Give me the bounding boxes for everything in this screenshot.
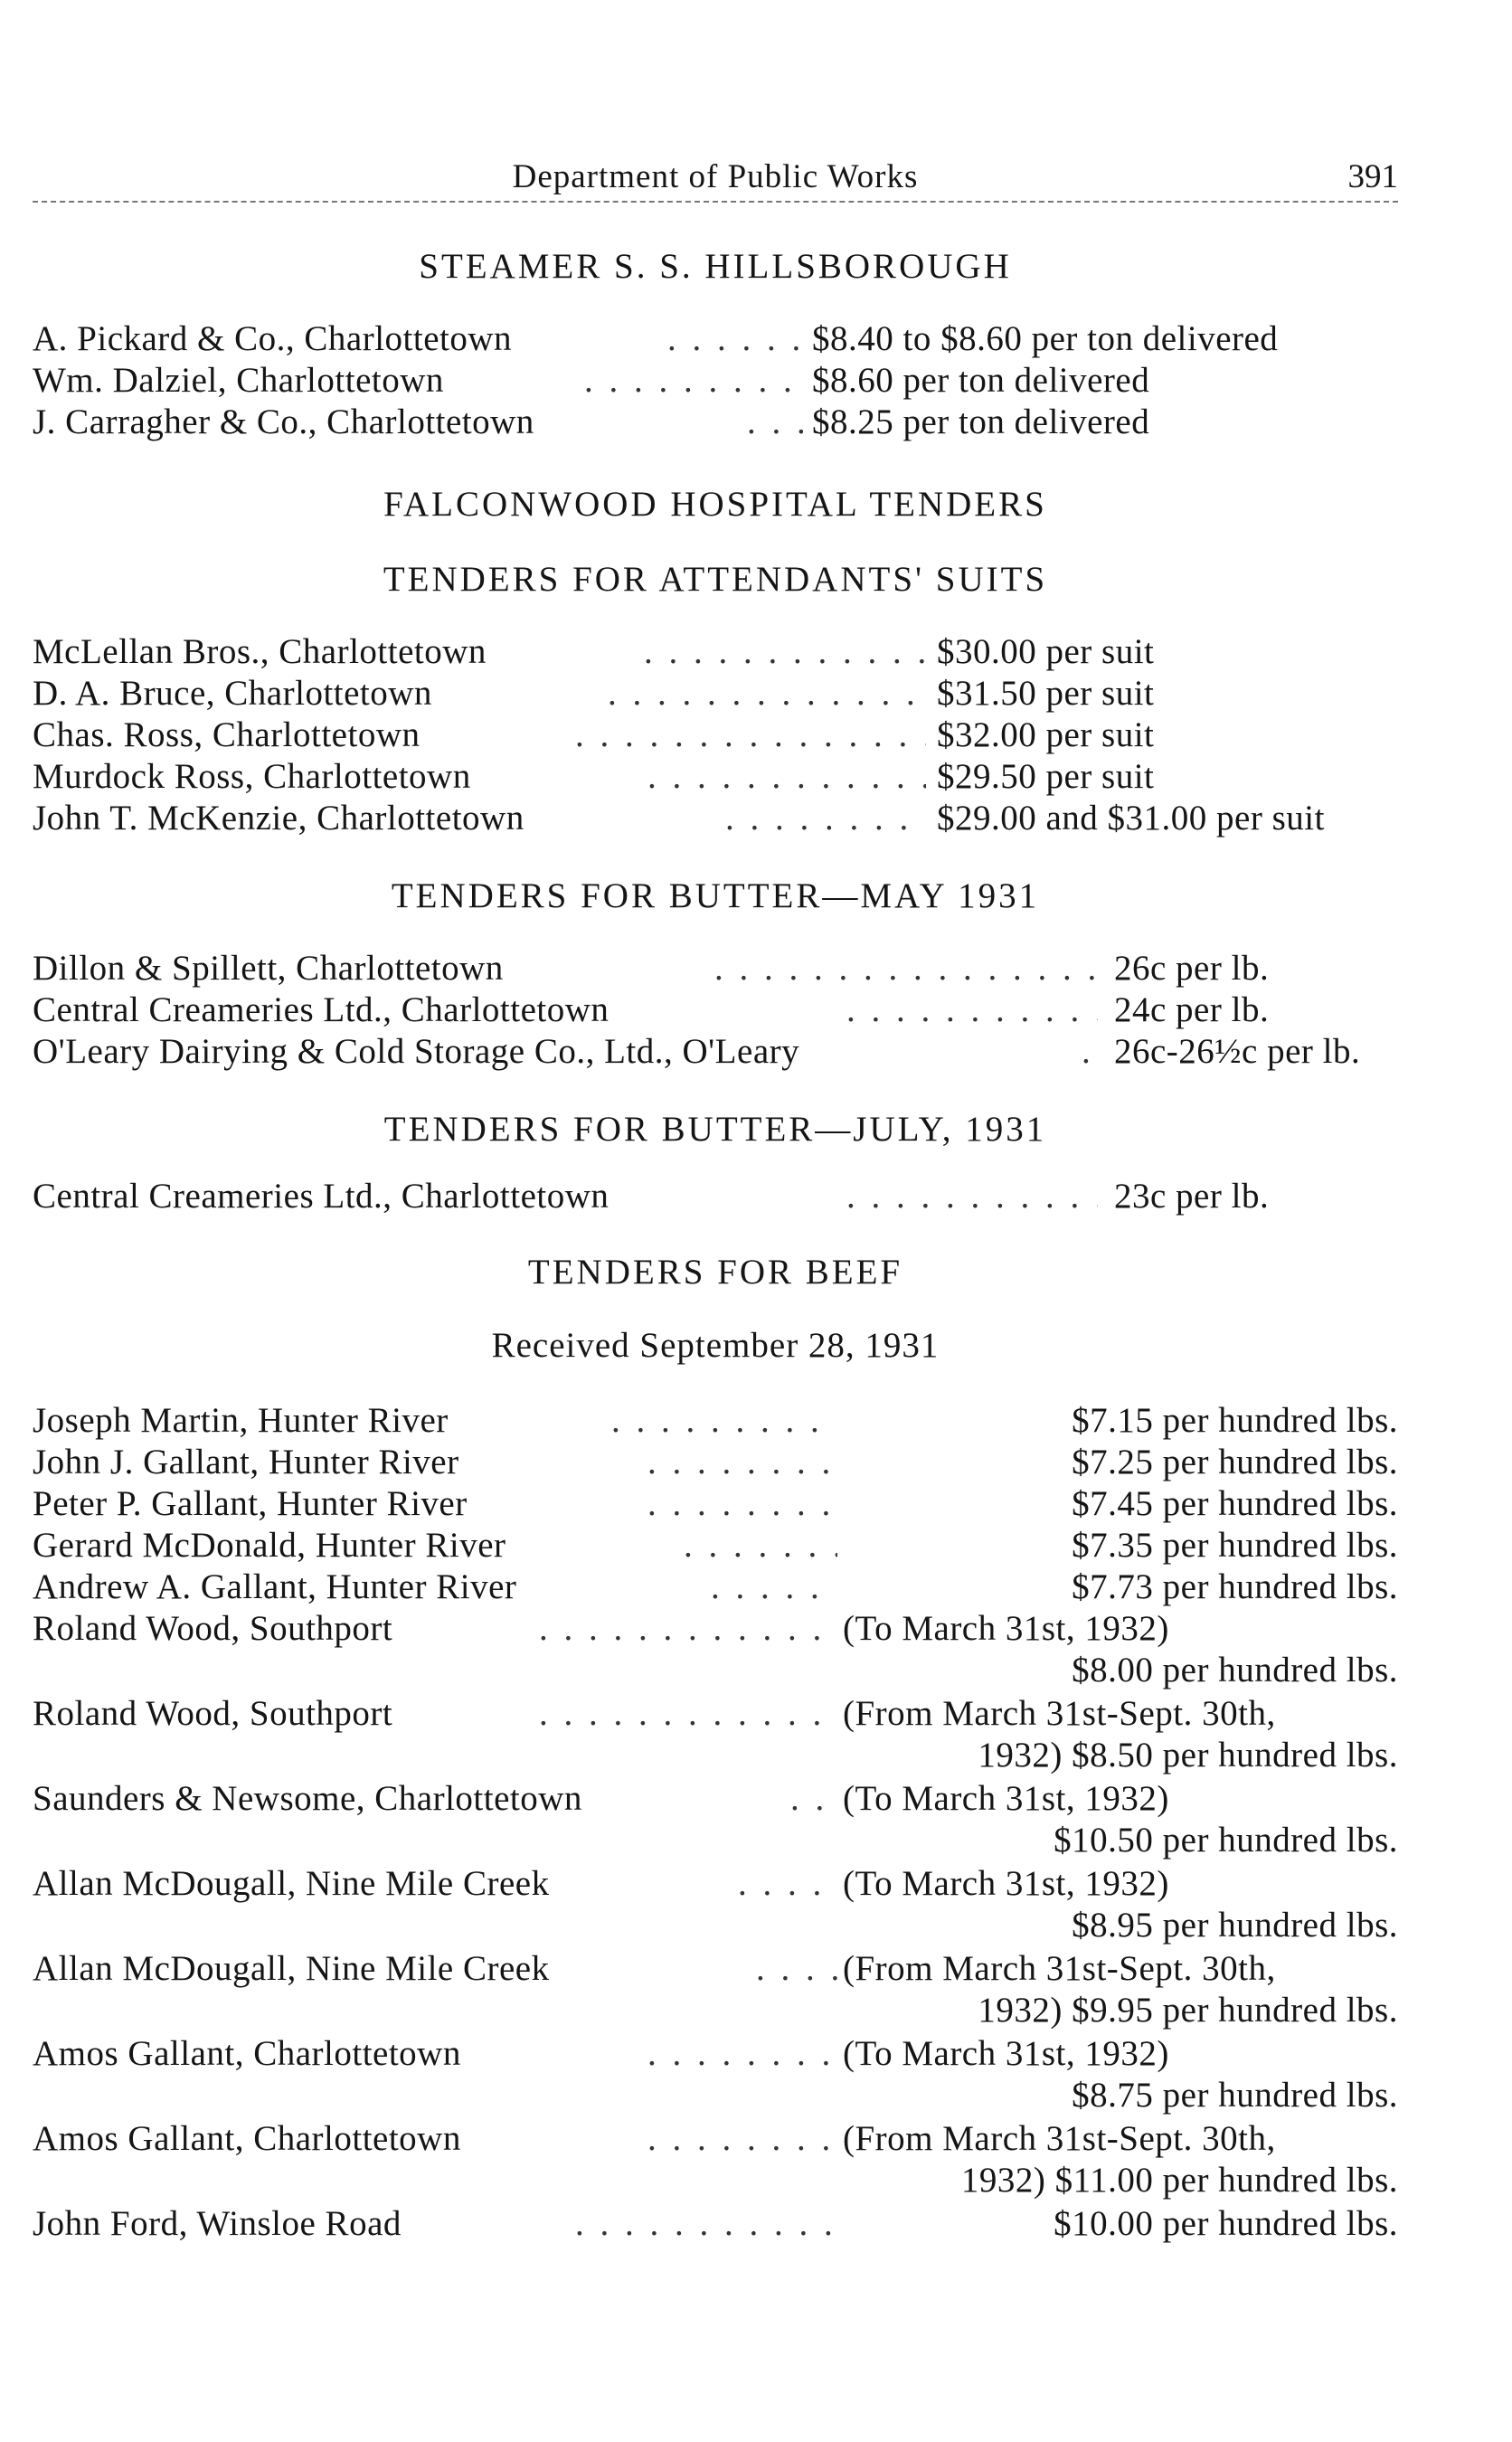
tender-price: $10.00 per hundred lbs.	[1054, 2204, 1398, 2243]
header-rule	[33, 201, 1398, 203]
leader-dots	[725, 798, 926, 839]
tender-price-continued: 1932) $9.95 per hundred lbs.	[978, 1991, 1398, 2030]
tender-row	[33, 1778, 1398, 1820]
leader-dots	[846, 989, 1098, 1031]
tender-row	[33, 318, 1367, 360]
tender-price: (From March 31st-Sept. 30th,	[843, 1694, 1276, 1733]
tender-row	[33, 1693, 1398, 1735]
tender-price: 26c per lb.	[1114, 949, 1270, 988]
leader-dots	[644, 631, 926, 673]
leader-dots	[1082, 1031, 1103, 1073]
tender-price: (From March 31st-Sept. 30th,	[843, 2119, 1276, 2158]
tender-name: Allan McDougall, Nine Mile Creek	[33, 1864, 550, 1903]
tender-name: Amos Gallant, Charlottetown	[33, 2119, 461, 2158]
leader-dots	[647, 1483, 837, 1525]
tender-row	[33, 673, 1398, 715]
tender-row	[33, 1176, 1389, 1217]
leader-dots	[539, 1693, 837, 1735]
tender-row	[33, 1442, 1398, 1483]
tender-name: D. A. Bruce, Charlottetown	[33, 674, 432, 713]
tender-price: (To March 31st, 1932)	[843, 2034, 1169, 2073]
tender-row	[33, 360, 1367, 402]
tender-row	[33, 2033, 1398, 2075]
tender-name: Peter P. Gallant, Hunter River	[33, 1484, 468, 1523]
tender-name: Wm. Dalziel, Charlottetown	[33, 361, 444, 400]
running-head	[33, 152, 1398, 206]
tender-name: Allan McDougall, Nine Mile Creek	[33, 1949, 550, 1988]
tender-price: $8.60 per ton delivered	[812, 361, 1150, 400]
leader-dots	[790, 1778, 837, 1820]
tender-name: Murdock Ross, Charlottetown	[33, 757, 471, 796]
tender-row	[33, 2118, 1398, 2160]
tender-price: (From March 31st-Sept. 30th,	[843, 1949, 1276, 1988]
tender-price: (To March 31st, 1932)	[843, 1609, 1169, 1648]
tender-price-continued: $8.00 per hundred lbs.	[1072, 1651, 1398, 1690]
tender-name: Amos Gallant, Charlottetown	[33, 2034, 461, 2073]
section-heading-butter-may: TENDERS FOR BUTTER—MAY 1931	[391, 876, 1040, 915]
tender-row	[33, 756, 1398, 798]
tender-row	[33, 1608, 1398, 1650]
section-heading-beef: TENDERS FOR BEEF	[527, 1253, 903, 1292]
leader-dots	[846, 1176, 1098, 1217]
leader-dots	[575, 715, 926, 756]
section-heading-steamer: STEAMER S. S. HILLSBOROUGH	[419, 247, 1012, 286]
tender-price: 26c-26½c per lb.	[1114, 1032, 1361, 1071]
tender-name: John J. Gallant, Hunter River	[33, 1443, 459, 1481]
leader-dots	[647, 2033, 837, 2075]
tender-price: $32.00 per suit	[937, 715, 1155, 754]
tender-name: Joseph Martin, Hunter River	[33, 1401, 449, 1440]
leader-dots	[738, 1863, 837, 1905]
tender-price: $30.00 per suit	[937, 632, 1155, 671]
tender-row	[33, 631, 1398, 673]
tender-name: McLellan Bros., Charlottetown	[33, 632, 487, 671]
leader-dots	[647, 2118, 837, 2160]
leader-dots	[611, 1400, 837, 1442]
tender-price: $7.73 per hundred lbs.	[1072, 1567, 1398, 1606]
tender-row	[33, 1400, 1398, 1442]
tender-price: (To March 31st, 1932)	[843, 1864, 1169, 1903]
tender-row	[33, 1566, 1398, 1608]
page-number: 391	[1347, 158, 1398, 195]
tender-name: Andrew A. Gallant, Hunter River	[33, 1567, 517, 1606]
tender-name: John Ford, Winsloe Road	[33, 2204, 402, 2243]
tender-row	[33, 989, 1389, 1031]
tender-price-continued: $8.75 per hundred lbs.	[1072, 2076, 1398, 2115]
tender-price: $29.00 and $31.00 per suit	[937, 799, 1325, 838]
tender-row	[33, 2203, 1398, 2245]
running-head-title: Department of Public Works	[512, 158, 919, 195]
tender-price: $7.45 per hundred lbs.	[1072, 1484, 1398, 1523]
leader-dots	[711, 1566, 837, 1608]
tender-row	[33, 1031, 1389, 1073]
tender-price: 23c per lb.	[1114, 1177, 1270, 1216]
section-subheading-beef: Received September 28, 1931	[491, 1326, 940, 1365]
tender-price: $8.25 per ton delivered	[812, 402, 1150, 441]
leader-dots	[584, 360, 803, 402]
tender-row	[33, 715, 1398, 756]
tender-price: $8.40 to $8.60 per ton delivered	[812, 319, 1279, 358]
leader-dots	[608, 673, 926, 715]
leader-dots	[714, 948, 1098, 989]
tender-name: Chas. Ross, Charlottetown	[33, 715, 421, 754]
tender-name: A. Pickard & Co., Charlottetown	[33, 319, 513, 358]
tender-row	[33, 798, 1398, 839]
tender-name: Roland Wood, Southport	[33, 1609, 393, 1648]
tender-row	[33, 1483, 1398, 1525]
leader-dots	[647, 1442, 837, 1483]
tender-row	[33, 1863, 1398, 1905]
section-heading-butter-july: TENDERS FOR BUTTER—JULY, 1931	[383, 1110, 1047, 1149]
tender-price: (To March 31st, 1932)	[843, 1779, 1169, 1818]
tender-price: $7.35 per hundred lbs.	[1072, 1526, 1398, 1565]
tender-price-continued: $10.50 per hundred lbs.	[1054, 1821, 1398, 1860]
tender-name: Dillon & Spillett, Charlottetown	[33, 949, 504, 988]
tender-price-continued: $8.95 per hundred lbs.	[1072, 1906, 1398, 1945]
tender-row	[33, 1525, 1398, 1566]
leader-dots	[747, 402, 803, 443]
tender-price: $31.50 per suit	[937, 674, 1155, 713]
tender-name: J. Carragher & Co., Charlottetown	[33, 402, 534, 441]
leader-dots	[667, 318, 803, 360]
tender-name: John T. McKenzie, Charlottetown	[33, 799, 524, 838]
section-heading-suits: TENDERS FOR ATTENDANTS' SUITS	[383, 560, 1048, 599]
tender-row	[33, 402, 1367, 443]
tender-row	[33, 1948, 1398, 1990]
leader-dots	[684, 1525, 837, 1566]
tender-name: Roland Wood, Southport	[33, 1694, 393, 1733]
tender-price: 24c per lb.	[1114, 990, 1270, 1029]
tender-name: O'Leary Dairying & Cold Storage Co., Ltd., O'Leary	[33, 1032, 800, 1071]
tender-price-continued: 1932) $8.50 per hundred lbs.	[978, 1736, 1398, 1775]
tender-price: $7.25 per hundred lbs.	[1072, 1443, 1398, 1481]
section-heading-falconwood: FALCONWOOD HOSPITAL TENDERS	[383, 485, 1047, 524]
leader-dots	[647, 756, 926, 798]
tender-price-continued: 1932) $11.00 per hundred lbs.	[960, 2161, 1398, 2200]
tender-name: Central Creameries Ltd., Charlottetown	[33, 990, 610, 1029]
tender-name: Central Creameries Ltd., Charlottetown	[33, 1177, 610, 1216]
tender-price: $7.15 per hundred lbs.	[1072, 1401, 1398, 1440]
tender-row	[33, 948, 1389, 989]
tender-name: Gerard McDonald, Hunter River	[33, 1526, 506, 1565]
tender-price: $29.50 per suit	[937, 757, 1155, 796]
tender-name: Saunders & Newsome, Charlottetown	[33, 1779, 582, 1818]
leader-dots	[756, 1948, 837, 1990]
leader-dots	[575, 2203, 837, 2245]
leader-dots	[539, 1608, 837, 1650]
